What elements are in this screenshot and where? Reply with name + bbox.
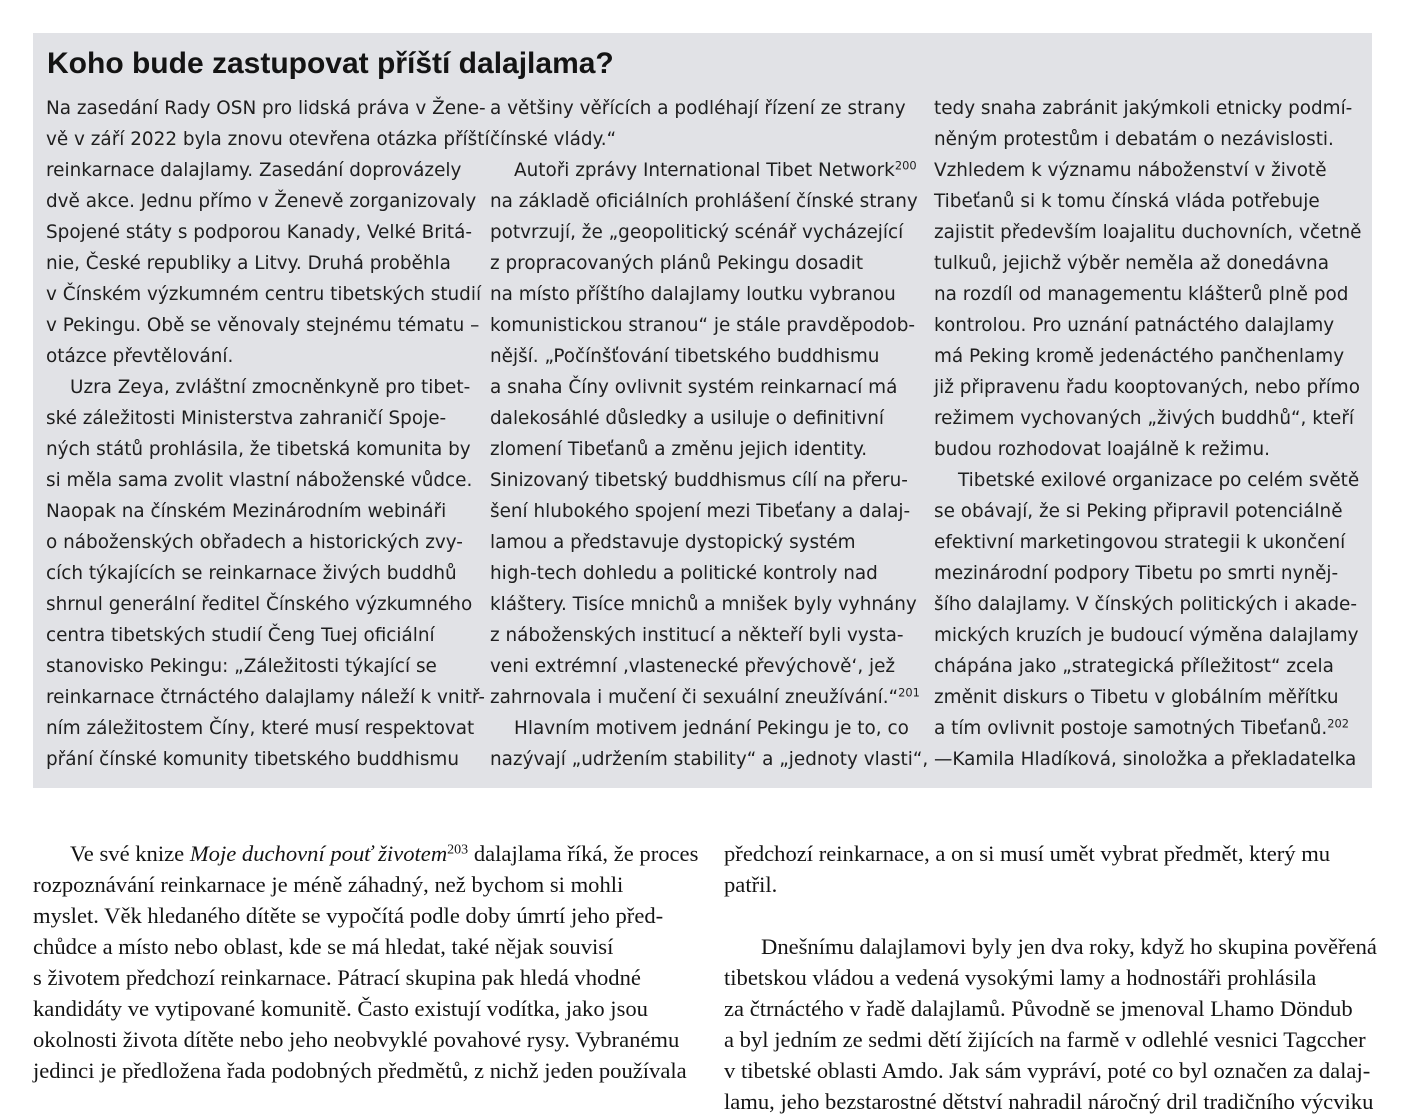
text-line <box>46 589 490 620</box>
text-line <box>934 403 1361 434</box>
text-line <box>934 465 1361 496</box>
line-text: Na zasedání Rady OSN pro lidská práva v Žene- <box>46 98 486 119</box>
line-text: stanovisko Pekingu: „Záležitosti týkající se <box>46 656 437 677</box>
line-text: tulkuů, jejichž výběr neměla až donedávna <box>934 253 1329 274</box>
line-text: shrnul generální ředitel Čínského výzkumného <box>46 594 473 615</box>
text-line <box>490 527 928 558</box>
text-line <box>46 124 490 155</box>
line-text: již připravenu řadu kooptovaných, nebo přímo <box>934 377 1360 398</box>
text-line <box>46 620 490 651</box>
line-text: Sinizovaný tibetský buddhismus cílí na přeru- <box>490 470 908 491</box>
line-text: v tibetské oblasti Amdo. Jak sám vypráví, poté co byl označen za dalaj- <box>724 1058 1371 1083</box>
footnote-ref: 201 <box>898 685 920 700</box>
text-line <box>934 155 1361 186</box>
text-line <box>490 341 928 372</box>
text-line <box>490 155 928 186</box>
text-line <box>490 217 928 248</box>
text-line <box>490 744 928 775</box>
line-text: mických kruzích je budoucí výměna dalajlamy <box>934 625 1359 646</box>
line-text: nější. „Počínšťování tibetského buddhismu <box>490 346 880 367</box>
line-text: režimem vychovaných „živých buddhů“, kteří <box>934 408 1355 429</box>
text-line <box>934 217 1361 248</box>
sidebar-box <box>33 33 1372 788</box>
line-text: reinkarnace dalajlamy. Zasedání doprovázely <box>46 160 462 181</box>
line-text: ných států prohlásila, že tibetská komunita by <box>46 439 471 460</box>
text-line <box>724 1055 1377 1086</box>
line-text: na rozdíl od managementu klášterů plně pod <box>934 284 1349 305</box>
line-text: kláštery. Tisíce mnichů a mnišek byly vyhnány <box>490 594 917 615</box>
text-line <box>724 900 1377 931</box>
line-text: má Peking kromě jedenáctého pančhenlamy <box>934 346 1345 367</box>
text-line <box>46 310 490 341</box>
text-line <box>490 93 928 124</box>
line-text: něným protestům i debatám o nezávislosti. <box>934 129 1334 150</box>
text-line <box>33 931 698 962</box>
line-text: Vzhledem k významu náboženství v životě <box>934 160 1327 181</box>
text-line <box>46 651 490 682</box>
main-column-1 <box>33 838 698 1086</box>
line-text: chůdce a místo nebo oblast, kde se má hledat, také nějak souvisí <box>33 934 614 959</box>
box-column-2 <box>490 93 928 775</box>
line-text: dalekosáhlé důsledky a usiluje o definitivní <box>490 408 885 429</box>
text-line <box>490 186 928 217</box>
text-line <box>490 682 928 713</box>
line-text: s životem předchozí reinkarnace. Pátrací skupina pak hledá vhodné <box>33 965 641 990</box>
text-line <box>934 589 1361 620</box>
line-text: Ve své knize <box>70 841 190 866</box>
line-text: a tím ovlivnit postoje samotných Tibeťanů. <box>934 718 1328 739</box>
line-text: otázce převtělování. <box>46 346 234 367</box>
line-text: potvrzují, že „geopolitický scénář vycházející <box>490 222 904 243</box>
text-line <box>934 93 1361 124</box>
line-text: ské záležitosti Ministerstva zahraničí Spoje- <box>46 408 447 429</box>
text-line <box>46 155 490 186</box>
line-text: cích týkajících se reinkarnace živých buddhů <box>46 563 457 584</box>
line-text: Dnešnímu dalajlamovi byly jen dva roky, když ho skupina pověřená <box>761 934 1377 959</box>
line-text: nie, České republiky a Litvy. Druhá proběhla <box>46 253 451 274</box>
text-line <box>46 682 490 713</box>
text-line <box>724 1086 1377 1117</box>
line-text: o náboženských obřadech a historických zvy- <box>46 532 463 553</box>
text-line <box>934 496 1361 527</box>
line-text: šení hlubokého spojení mezi Tibeťany a dalaj- <box>490 501 911 522</box>
line-text: Autoři zprávy International Tibet Network <box>514 160 895 181</box>
text-line <box>46 403 490 434</box>
text-line <box>33 993 698 1024</box>
footnote-ref: 202 <box>1327 716 1350 731</box>
text-line <box>934 310 1361 341</box>
text-line <box>33 900 698 931</box>
line-text: dalajlama říká, že proces <box>468 841 699 866</box>
line-text: mezinárodní podpory Tibetu po smrti nyněj- <box>934 563 1339 584</box>
text-line <box>490 372 928 403</box>
line-text: z náboženských institucí a někteří byli vysta- <box>490 625 904 646</box>
text-line <box>33 1055 698 1086</box>
text-line <box>490 403 928 434</box>
text-line <box>934 682 1361 713</box>
line-text: na základě oficiálních prohlášení čínské strany <box>490 191 918 212</box>
text-line <box>490 248 928 279</box>
text-line <box>46 279 490 310</box>
text-line <box>33 1024 698 1055</box>
text-line <box>46 713 490 744</box>
line-text: v Čínském výzkumném centru tibetských studií <box>46 284 482 305</box>
line-text: veni extrémní ‚vlastenecké převýchově‘, jež <box>490 656 896 677</box>
line-text: se obávají, že si Peking připravil potenciálně <box>934 501 1343 522</box>
text-line <box>490 465 928 496</box>
box-column-1 <box>46 93 490 775</box>
footnote-ref: 200 <box>894 158 917 173</box>
text-line <box>33 962 698 993</box>
text-line <box>490 310 928 341</box>
text-line <box>46 372 490 403</box>
text-line <box>934 124 1361 155</box>
text-line <box>934 434 1361 465</box>
text-line <box>490 496 928 527</box>
text-line <box>934 744 1361 775</box>
text-line <box>490 651 928 682</box>
line-text: reinkarnace čtrnáctého dalajlamy náleží k vnitř- <box>46 687 485 708</box>
line-text: patřil. <box>724 872 778 897</box>
text-line <box>934 279 1361 310</box>
text-line <box>934 186 1361 217</box>
text-line <box>934 713 1361 744</box>
text-line <box>490 434 928 465</box>
text-line <box>490 558 928 589</box>
line-text: ním záležitostem Číny, které musí respektovat <box>46 718 475 739</box>
line-text: tibetskou vládou a vedená vysokými lamy a hodnostáři prohlásila <box>724 965 1317 990</box>
line-text: vě v září 2022 byla znovu otevřena otázka příští <box>46 129 490 150</box>
line-text: a většiny věřících a podléhají řízení ze strany <box>490 98 906 119</box>
text-line <box>46 496 490 527</box>
line-text: rozpoznávání reinkarnace je méně záhadný, než bychom si mohli <box>33 872 624 897</box>
line-text: chápána jako „strategická příležitost“ zcela <box>934 656 1334 677</box>
text-line <box>934 372 1361 403</box>
line-text: kandidáty ve vytipované komunitě. Často existují vodítka, jako jsou <box>33 996 648 1021</box>
line-text: Tibeťanů si k tomu čínská vláda potřebuje <box>934 191 1320 212</box>
line-text: si měla sama zvolit vlastní náboženské vůdce. <box>46 470 473 491</box>
text-line <box>46 248 490 279</box>
line-text: jedinci je předložena řada podobných předmětů, z nichž jeden používala <box>33 1058 687 1083</box>
line-text: high-tech dohledu a politické kontroly nad <box>490 563 878 584</box>
line-text: zajistit především loajalitu duchovních, včetně <box>934 222 1362 243</box>
text-line <box>46 527 490 558</box>
line-text: šího dalajlamy. V čínských politických i akade- <box>934 594 1358 615</box>
line-text: Uzra Zeya, zvláštní zmocněnkyně pro tibet- <box>70 377 471 398</box>
text-line <box>46 465 490 496</box>
line-text: v Pekingu. Obě se věnovaly stejnému tématu – <box>46 315 480 336</box>
line-text: —Kamila Hladíková, sinoložka a překladatelka <box>934 749 1357 770</box>
text-line <box>724 993 1377 1024</box>
line-text: přání čínské komunity tibetského buddhismu <box>46 749 460 770</box>
line-text: dvě akce. Jednu přímo v Ženevě zorganizovaly <box>46 191 477 212</box>
line-text: nazývají „udržením stability“ a „jednoty vlasti“, <box>490 749 929 770</box>
line-text: za čtrnáctého v řadě dalajlamů. Původně se jmenoval Lhamo Döndub <box>724 996 1353 1021</box>
line-text: předchozí reinkarnace, a on si musí umět vybrat předmět, který mu <box>724 841 1331 866</box>
box-column-3 <box>934 93 1361 775</box>
text-line <box>490 124 928 155</box>
text-line <box>490 713 928 744</box>
line-text: komunistickou stranou“ je stále pravděpodob- <box>490 315 916 336</box>
line-text: okolnosti života dítěte nebo jeho neobvyklé povahové rysy. Vybranému <box>33 1027 680 1052</box>
line-text: kontrolou. Pro uznání patnáctého dalajlamy <box>934 315 1335 336</box>
text-line <box>46 744 490 775</box>
text-line <box>33 869 698 900</box>
line-text: Tibetské exilové organizace po celém světě <box>958 470 1360 491</box>
line-text: budou rozhodovat loajálně k režimu. <box>934 439 1270 460</box>
line-text: zahrnovala i mučení či sexuální zneužívání.“ <box>490 687 899 708</box>
line-text: na místo příštího dalajlamy loutku vybranou <box>490 284 896 305</box>
line-text: Spojené státy s podporou Kanady, Velké Britá- <box>46 222 473 243</box>
text-line <box>934 341 1361 372</box>
line-text: zlomení Tibeťanů a změnu jejich identity. <box>490 439 868 460</box>
text-line <box>724 869 1377 900</box>
text-line <box>46 186 490 217</box>
book-title: Moje duchovní pouť životem <box>189 841 448 866</box>
line-text: efektivní marketingovou strategii k ukončení <box>934 532 1346 553</box>
line-text: čínské vlády.“ <box>490 129 617 150</box>
text-line <box>490 589 928 620</box>
text-line <box>934 248 1361 279</box>
text-line <box>934 651 1361 682</box>
text-line <box>934 620 1361 651</box>
text-line <box>46 558 490 589</box>
text-line <box>934 527 1361 558</box>
line-text: myslet. Věk hledaného dítěte se vypočítá podle doby úmrtí jeho před- <box>33 903 664 928</box>
line-text: změnit diskurs o Tibetu v globálním měřítku <box>934 687 1339 708</box>
text-line <box>46 434 490 465</box>
text-line <box>33 838 698 869</box>
text-line <box>724 931 1377 962</box>
text-line <box>490 620 928 651</box>
text-line <box>724 962 1377 993</box>
text-line <box>46 341 490 372</box>
line-text: centra tibetských studií Čeng Tuej oficiální <box>46 625 435 646</box>
box-title: Koho bude zastupovat příští dalajlama? <box>47 47 614 80</box>
line-text: Naopak na čínském Mezinárodním webináři <box>46 501 447 522</box>
text-line <box>724 1024 1377 1055</box>
line-text: lamu, jeho bezstarostné dětství nahradil náročný dril tradičního výcviku <box>724 1089 1374 1114</box>
line-text: a snaha Číny ovlivnit systém reinkarnací má <box>490 377 898 398</box>
line-text: a byl jedním ze sedmi dětí žijících na farmě v odlehlé vesnici Tagccher <box>724 1027 1366 1052</box>
footnote-ref: 203 <box>447 842 469 858</box>
text-line <box>490 279 928 310</box>
line-text: tedy snaha zabránit jakýmkoli etnicky podmí- <box>934 98 1353 119</box>
main-column-2 <box>724 838 1377 1117</box>
text-line <box>934 558 1361 589</box>
text-line <box>46 93 490 124</box>
text-line <box>724 838 1377 869</box>
line-text: z propracovaných plánů Pekingu dosadit <box>490 253 864 274</box>
line-text: lamou a představuje dystopický systém <box>490 532 856 553</box>
text-line <box>46 217 490 248</box>
line-text: Hlavním motivem jednání Pekingu je to, co <box>514 718 909 739</box>
